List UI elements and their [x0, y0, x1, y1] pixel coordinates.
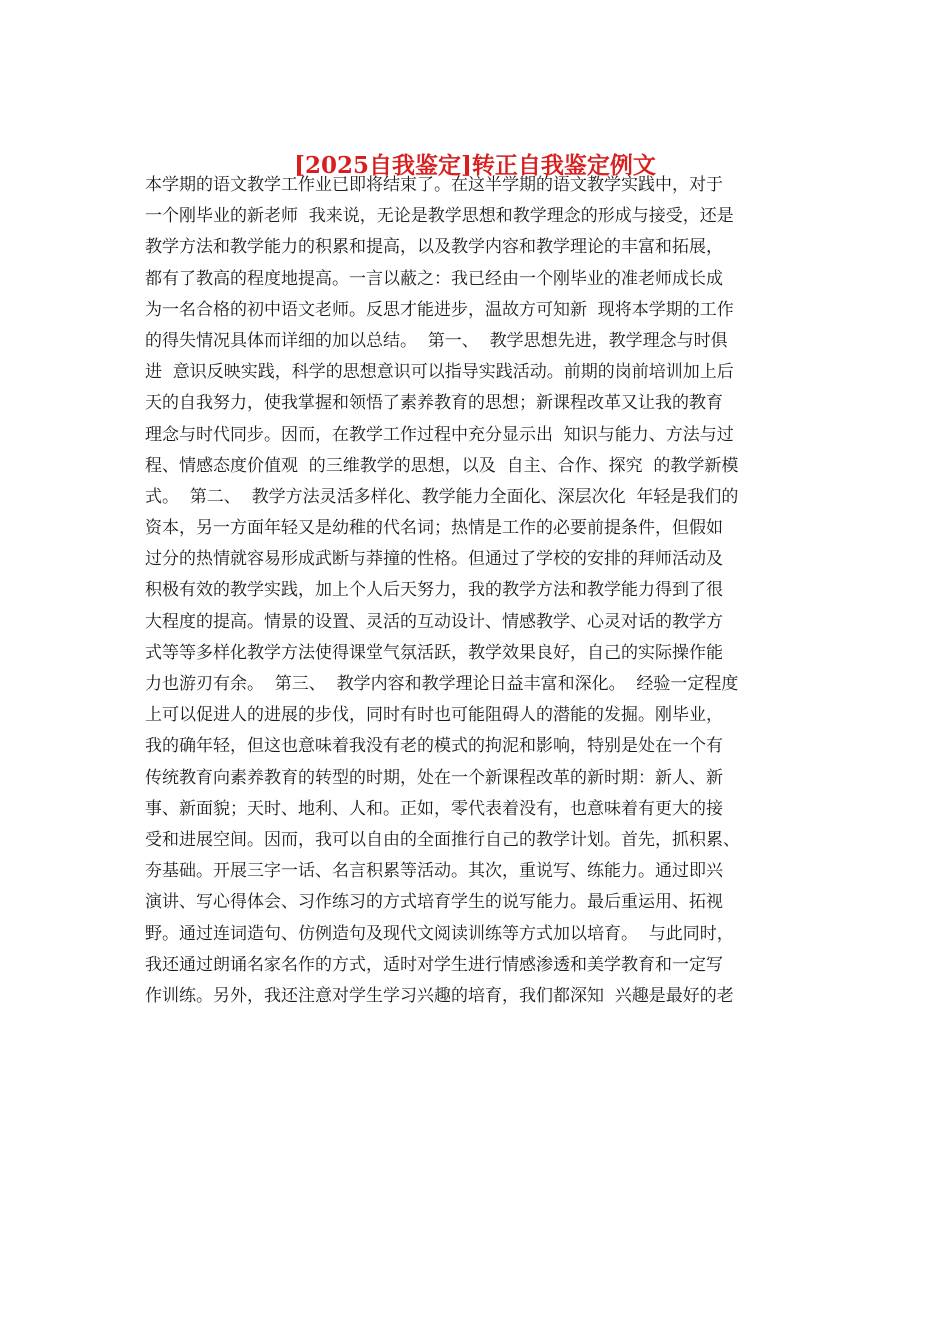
body-line: 事、新面貌；天时、地利、人和。正如，零代表着没有，也意味着有更大的接 [145, 798, 723, 819]
body-line: 野。通过连词造句、仿例造句及现代文阅读训练等方式加以培育。 与此同时， [145, 923, 734, 944]
body-line: 进 意识反映实践，科学的思想意识可以指导实践活动。前期的岗前培训加上后 [145, 362, 734, 383]
body-line: 上可以促进人的进展的步伐，同时有时也可能阻碍人的潜能的发掘。刚毕业， [145, 705, 723, 726]
document-body [145, 170, 825, 1012]
body-line: 式。 第二、 教学方法灵活多样化、教学能力全面化、深层次化 年轻是我们的 [145, 486, 739, 507]
body-line: 天的自我努力，使我掌握和领悟了素养教育的思想；新课程改革又让我的教育 [145, 393, 723, 414]
body-line: 资本，另一方面年轻又是幼稚的代名词；热情是工作的必要前提条件，但假如 [145, 518, 723, 539]
body-line: 我的确年轻，但这也意味着我没有老的模式的拘泥和影响，特别是处在一个有 [145, 736, 723, 757]
body-line: 程、情感态度价值观 的三维教学的思想，以及 自主、合作、探究 的教学新模 [145, 455, 739, 476]
body-line: 教学方法和教学能力的积累和提高，以及教学内容和教学理论的丰富和拓展， [145, 237, 723, 258]
body-line: 夯基础。开展三字一话、名言积累等活动。其次，重说写、练能力。通过即兴 [145, 861, 723, 882]
body-line: 受和进展空间。因而，我可以自由的全面推行自己的教学计划。首先，抓积累、 [145, 829, 740, 850]
body-line: 为一名合格的初中语文老师。反思才能进步，温故方可知新 现将本学期的工作 [145, 299, 734, 320]
body-line: 大程度的提高。情景的设置、灵活的互动设计、情感教学、心灵对话的教学方 [145, 611, 723, 632]
body-line: 作训练。另外，我还注意对学生学习兴趣的培育，我们都深知 兴趣是最好的老 [145, 985, 734, 1006]
body-line: 式等等多样化教学方法使得课堂气氛活跃，教学效果良好，自己的实际操作能 [145, 642, 723, 663]
document-title: [2025自我鉴定]转正自我鉴定例文 [294, 152, 656, 179]
body-line: 积极有效的教学实践，加上个人后天努力，我的教学方法和教学能力得到了很 [145, 580, 723, 601]
body-line: 我还通过朗诵名家名作的方式，适时对学生进行情感渗透和美学教育和一定写 [145, 954, 723, 975]
body-line: 都有了教高的程度地提高。一言以蔽之：我已经由一个刚毕业的准老师成长成 [145, 268, 723, 289]
body-line: 理念与时代同步。因而，在教学工作过程中充分显示出 知识与能力、方法与过 [145, 424, 734, 445]
body-line: 一个刚毕业的新老师 我来说，无论是教学思想和教学理念的形成与接受，还是 [145, 206, 734, 227]
body-line: 传统教育向素养教育的转型的时期，处在一个新课程改革的新时期：新人、新 [145, 767, 723, 788]
body-line: 过分的热情就容易形成武断与莽撞的性格。但通过了学校的安排的拜师活动及 [145, 549, 723, 570]
body-line: 的得失情况具体而详细的加以总结。 第一、 教学思想先进，教学理念与时俱 [145, 330, 728, 351]
body-line: 演讲、写心得体会、习作练习的方式培育学生的说写能力。最后重运用、拓视 [145, 892, 723, 913]
body-line: 本学期的语文教学工作业已即将结束了。在这半学期的语文教学实践中，对于 [145, 175, 723, 195]
body-line: 力也游刃有余。 第三、 教学内容和教学理论日益丰富和深化。 经验一定程度 [145, 674, 739, 694]
